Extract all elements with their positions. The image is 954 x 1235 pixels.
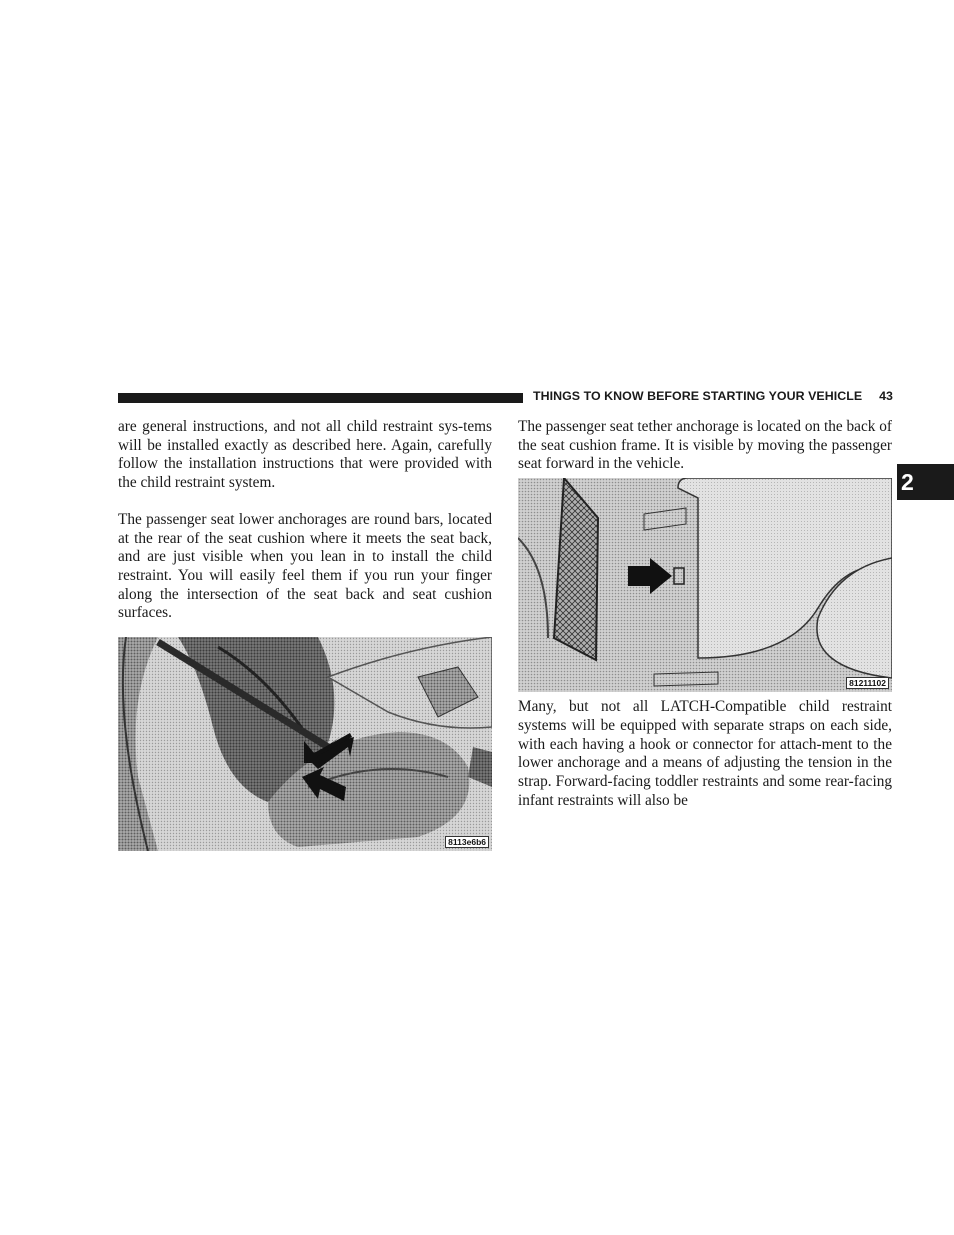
running-header [533,389,893,407]
chapter-tab: 2 [897,464,954,500]
right-column [518,418,892,810]
seat-frame-illustration [518,478,892,692]
body-paragraph: are general instructions, and not all child restraint sys-tems will be installed exactly as described here. Again, carefully follow the installation instructions that were provided with the child restraint system. [118,418,492,492]
section-title: THINGS TO KNOW BEFORE STARTING YOUR VEHICLE [533,389,863,403]
body-paragraph: The passenger seat lower anchorages are round bars, located at the rear of the seat cushion where it meets the seat back, and are just visible when you lean in to install the child restraint. You will easily feel them if you run your finger along the intersection of the seat back and seat cushion surfaces. [118,510,492,622]
tether-anchorage-figure [518,478,892,692]
figure-code: 81211102 [846,677,889,689]
header-rule [118,393,523,403]
body-paragraph: The passenger seat tether anchorage is located on the back of the seat cushion frame. It is visible by moving the passenger seat forward in the vehicle. [518,418,892,473]
figure-code: 8113e6b6 [445,836,489,848]
body-paragraph: Many, but not all LATCH-Compatible child restraint systems will be equipped with separate straps on each side, with each having a hook or connector for attach-ment to the lower anchorage and a means of adjusting the tension in the strap. Forward-facing toddler restraints and some rear-facing infant restraints will also be [518,698,892,809]
seat-illustration [118,637,492,851]
left-column [118,418,492,851]
page-number: 43 [879,389,893,403]
lower-anchorage-figure [118,637,492,851]
